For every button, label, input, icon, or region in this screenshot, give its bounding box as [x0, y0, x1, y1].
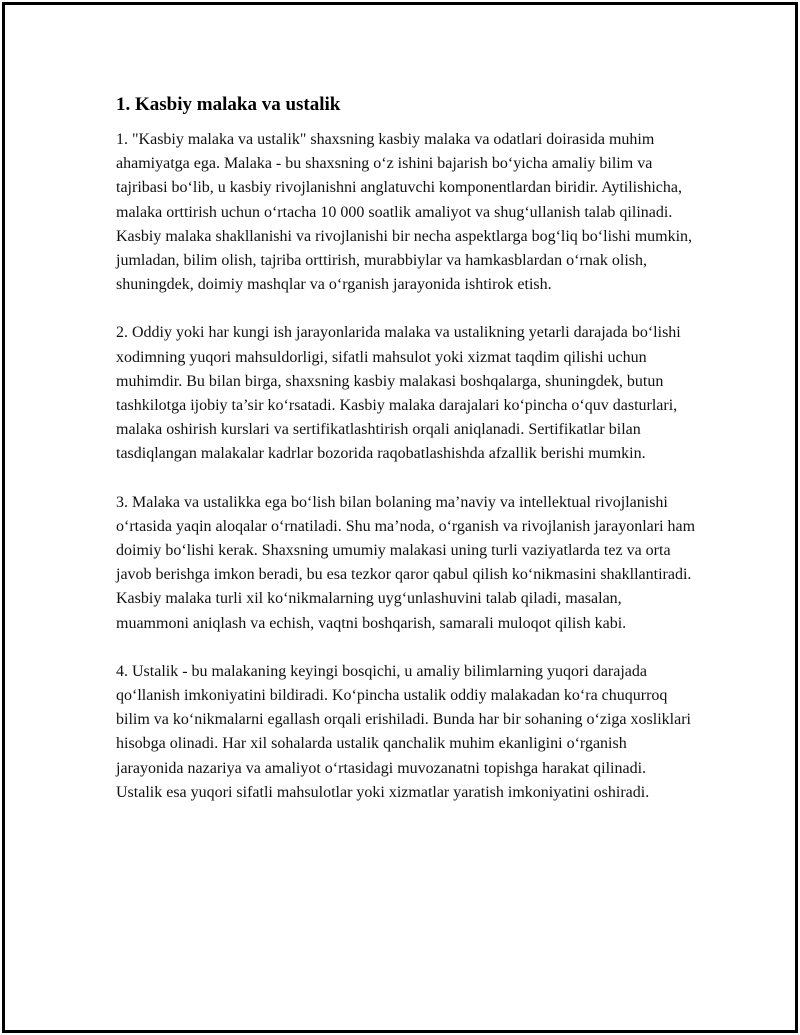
paragraph-3: 3. Malaka va ustalikka ega bo‘lish bilan bolaning ma’naviy va intellektual rivojlanishi o‘rtasida yaqin aloqalar o‘rnatiladi. Shu ma’noda, o‘rganish va rivojlanish jarayonlari ham doimiy bo‘lishi kerak. Shaxsning umumiy malakasi uning turli vaziyatlarda tez va orta javob berishga imkon beradi, bu esa tezkor qaror qabul qilish ko‘nikmasini shakllantiradi. Kasbiy malaka turli xil ko‘nikmalarning uyg‘unlashuvini talab qiladi, masalan, muammoni aniqlash va echish, vaqtni boshqarish, samarali muloqot qilish kabi. — [116, 493, 696, 632]
document-body — [116, 92, 696, 829]
paragraph-4: 4. Ustalik - bu malakaning keyingi bosqichi, u amaliy bilimlarning yuqori darajada qo‘llanish imkoniyatini bildiradi. Ko‘pincha ustalik oddiy malakadan ko‘ra chuqurroq bilim va ko‘nikmalarni egallash orqali erishiladi. Bunda har bir sohaning o‘ziga xosliklari hisobga olinadi. Har xil sohalarda ustalik qanchalik muhim ekanligini o‘rganish jarayonida nazariya va amaliyot o‘rtasidagi muvozanatni topishga harakat qilinadi. Ustalik esa yuqori sifatli mahsulotlar yoki xizmatlar yaratish imkoniyatini oshiradi. — [116, 662, 691, 801]
section-heading: 1. Kasbiy malaka va ustalik — [116, 94, 341, 115]
paragraph-2: 2. Oddiy yoki har kungi ish jarayonlarida malaka va ustalikning yetarli darajada bo‘lishi xodimning yuqori mahsuldorligi, sifatli mahsulot yoki xizmat taqdim qilishi uchun muhimdir. Bu bilan birga, shaxsning kasbiy malakasi boshqalarga, shuningdek, butun tashkilotga ijobiy ta’sir ko‘rsatadi. Kasbiy malaka darajalari ko‘pincha o‘quv dasturlari, malaka oshirish kurslari va sertifikatlashtirish orqali aniqlanadi. Sertifikatlar bilan tasdiqlangan malakalar kadrlar bozorida raqobatlashishda afzallik berishi mumkin. — [116, 324, 681, 463]
paragraph-1: 1. "Kasbiy malaka va ustalik" shaxsning kasbiy malaka va odatlari doirasida muhim ahamiyatga ega. Malaka - bu shaxsning o‘z ishini bajarish bo‘yicha amaliy bilim va tajribasi bo‘lib, u kasbiy rivojlanishni anglatuvchi komponentlardan biridir. Aytilishicha, malaka orttirish uchun o‘rtacha 10 000 soatlik amaliyot va shug‘ullanish talab qilinadi. Kasbiy malaka shakllanishi va rivojlanishi bir necha aspektlarga bog‘liq bo‘lishi mumkin, jumladan, bilim olish, tajriba orttirish, murabbiylar va hamkasblardan o‘rnak olish, shuningdek, doimiy mashqlar va o‘rganish jarayonida ishtirok etish. — [116, 131, 693, 294]
